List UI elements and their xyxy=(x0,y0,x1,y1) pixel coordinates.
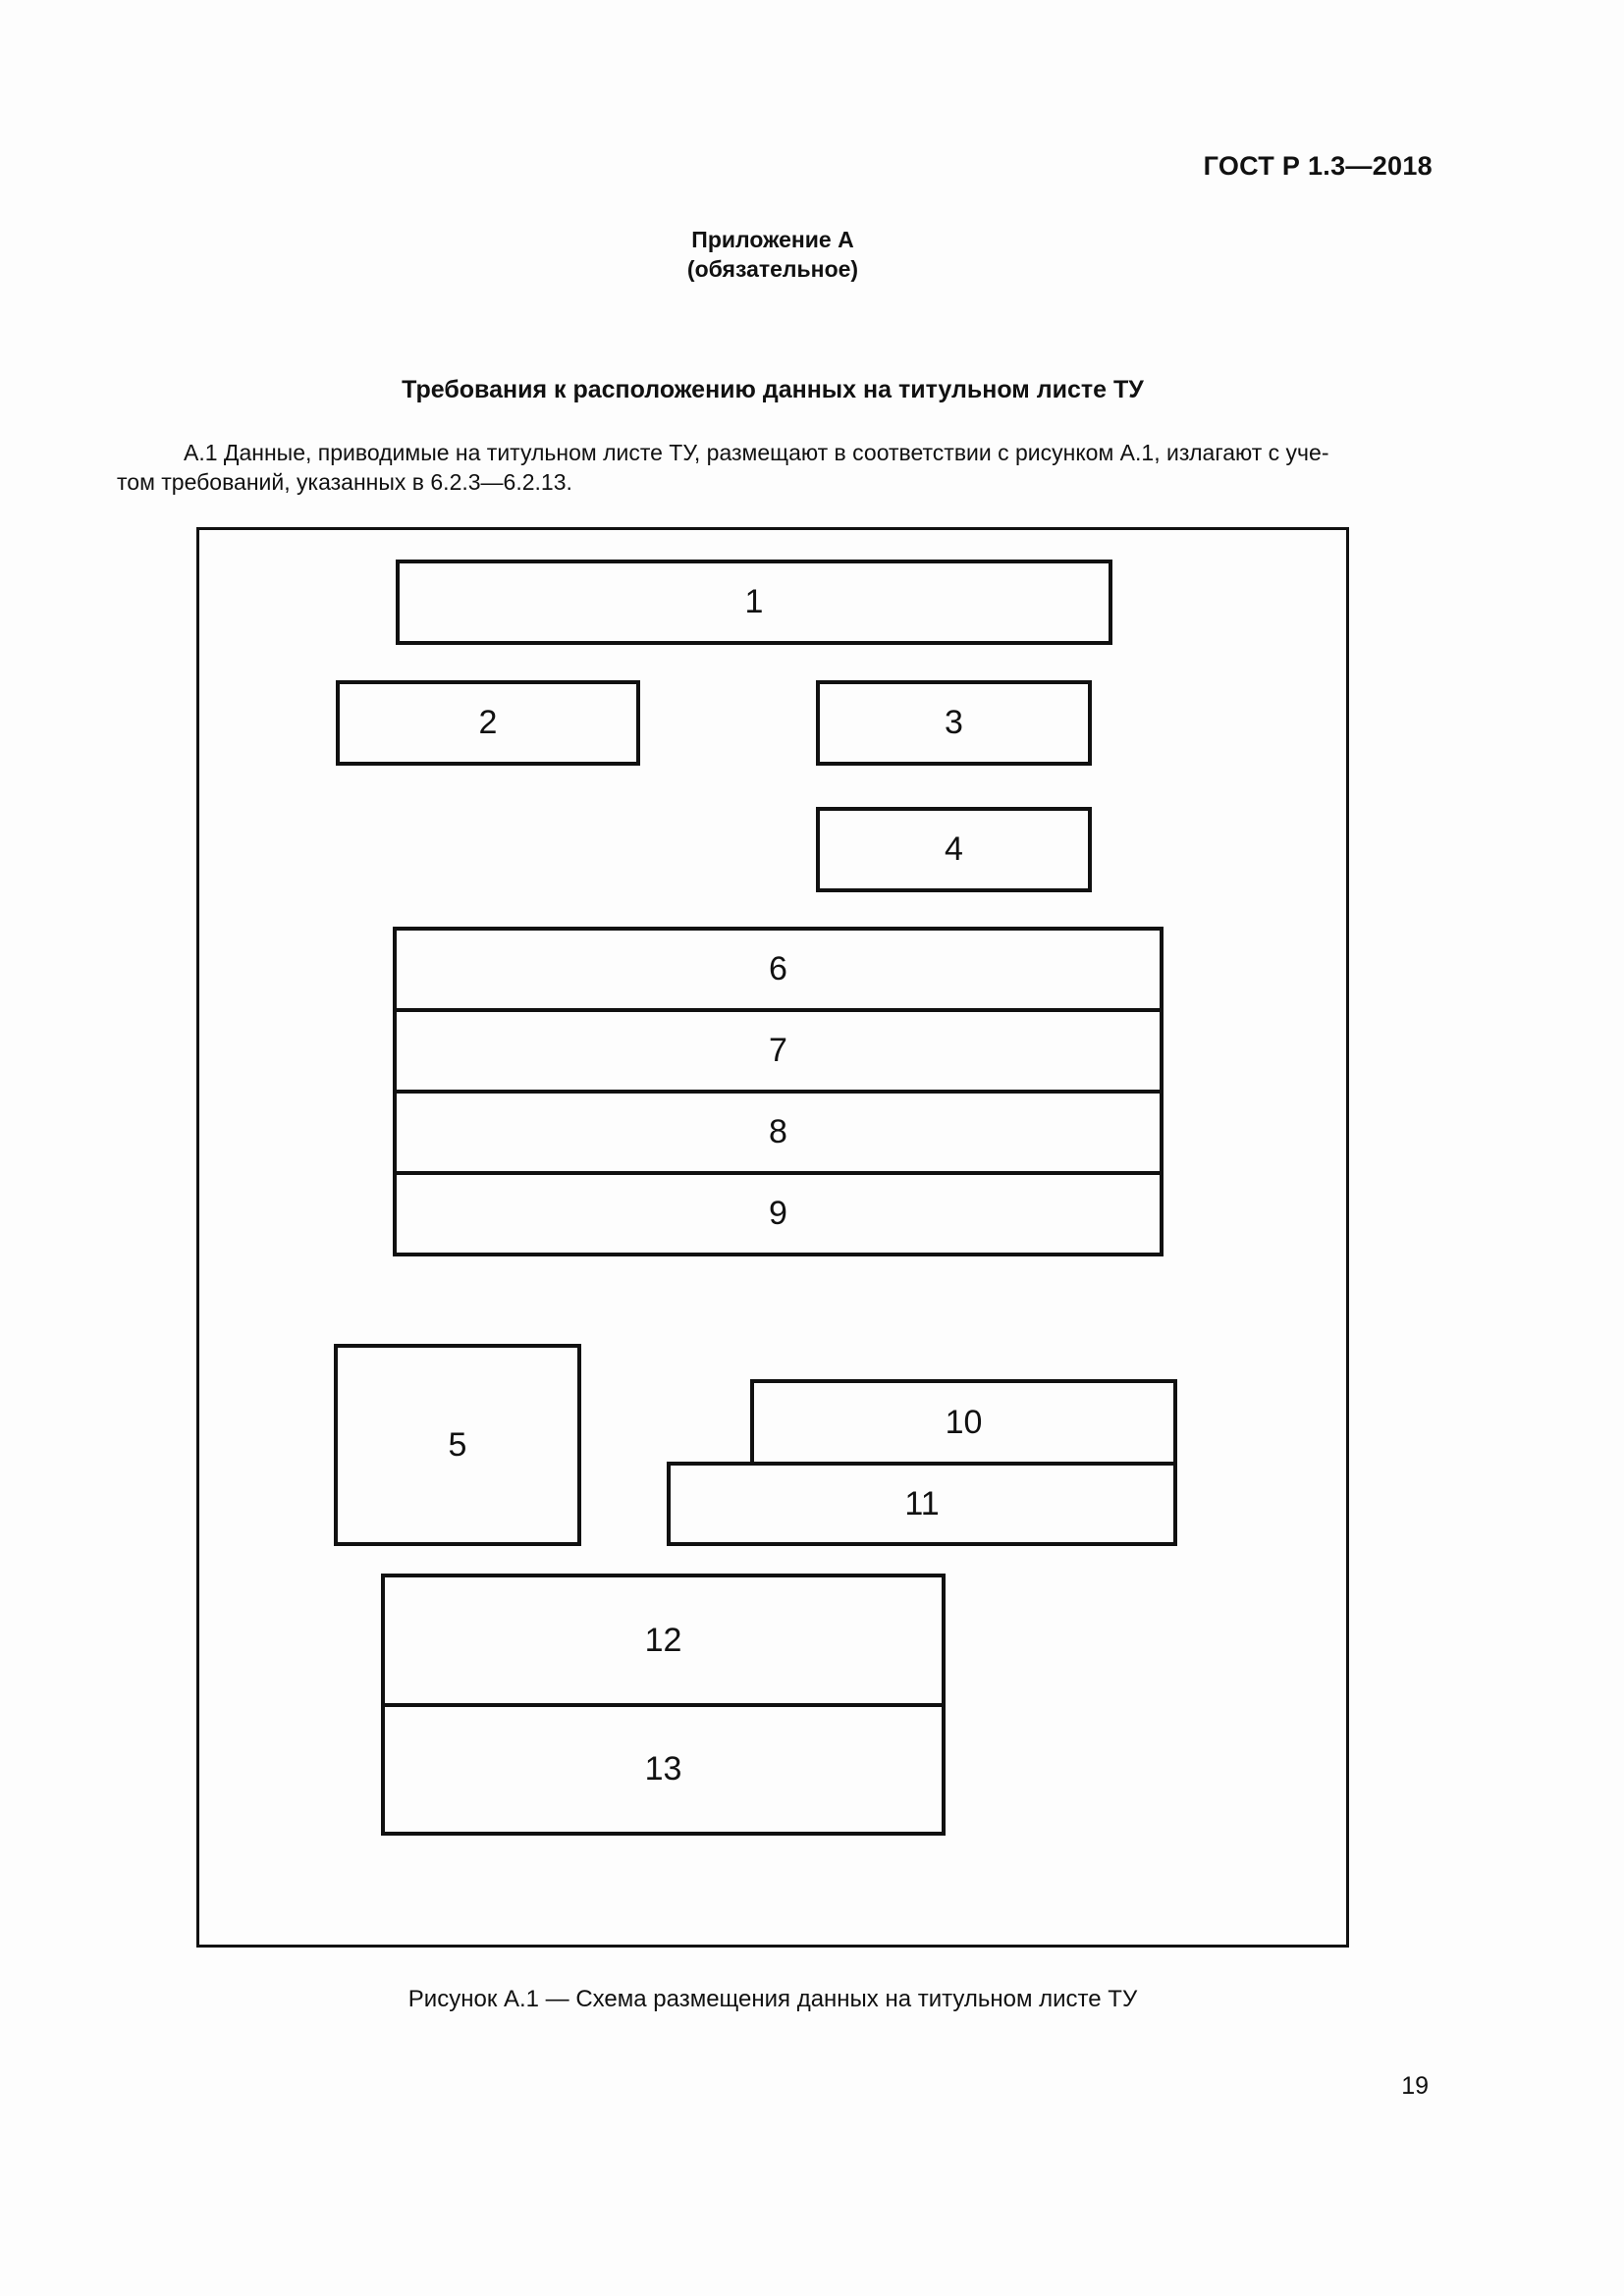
field-8: 8 xyxy=(393,1090,1164,1175)
field-6: 6 xyxy=(393,927,1164,1012)
page-number: 19 xyxy=(1401,2072,1429,2100)
field-9: 9 xyxy=(393,1171,1164,1256)
appendix-title: Приложение А xyxy=(691,227,854,252)
paragraph-line-1: А.1 Данные, приводимые на титульном листе ТУ, размещают в соответствии с рисунком А.1, излагают с уче- xyxy=(184,440,1329,465)
field-7: 7 xyxy=(393,1008,1164,1094)
field-10: 10 xyxy=(750,1379,1177,1466)
field-13: 13 xyxy=(381,1703,946,1836)
field-1: 1 xyxy=(396,560,1112,645)
field-2: 2 xyxy=(336,680,640,766)
field-12: 12 xyxy=(381,1574,946,1707)
document-code: ГОСТ Р 1.3—2018 xyxy=(1203,151,1433,181)
field-3: 3 xyxy=(816,680,1092,766)
appendix-status: (обязательное) xyxy=(686,256,859,282)
paragraph-line-2: том требований, указанных в 6.2.3—6.2.13. xyxy=(117,469,572,495)
field-4: 4 xyxy=(816,807,1092,892)
section-title: Требования к расположению данных на титульном листе ТУ xyxy=(402,376,1144,403)
figure-caption: Рисунок А.1 — Схема размещения данных на титульном листе ТУ xyxy=(407,1986,1138,2012)
field-5: 5 xyxy=(334,1344,581,1546)
field-11: 11 xyxy=(667,1462,1177,1546)
